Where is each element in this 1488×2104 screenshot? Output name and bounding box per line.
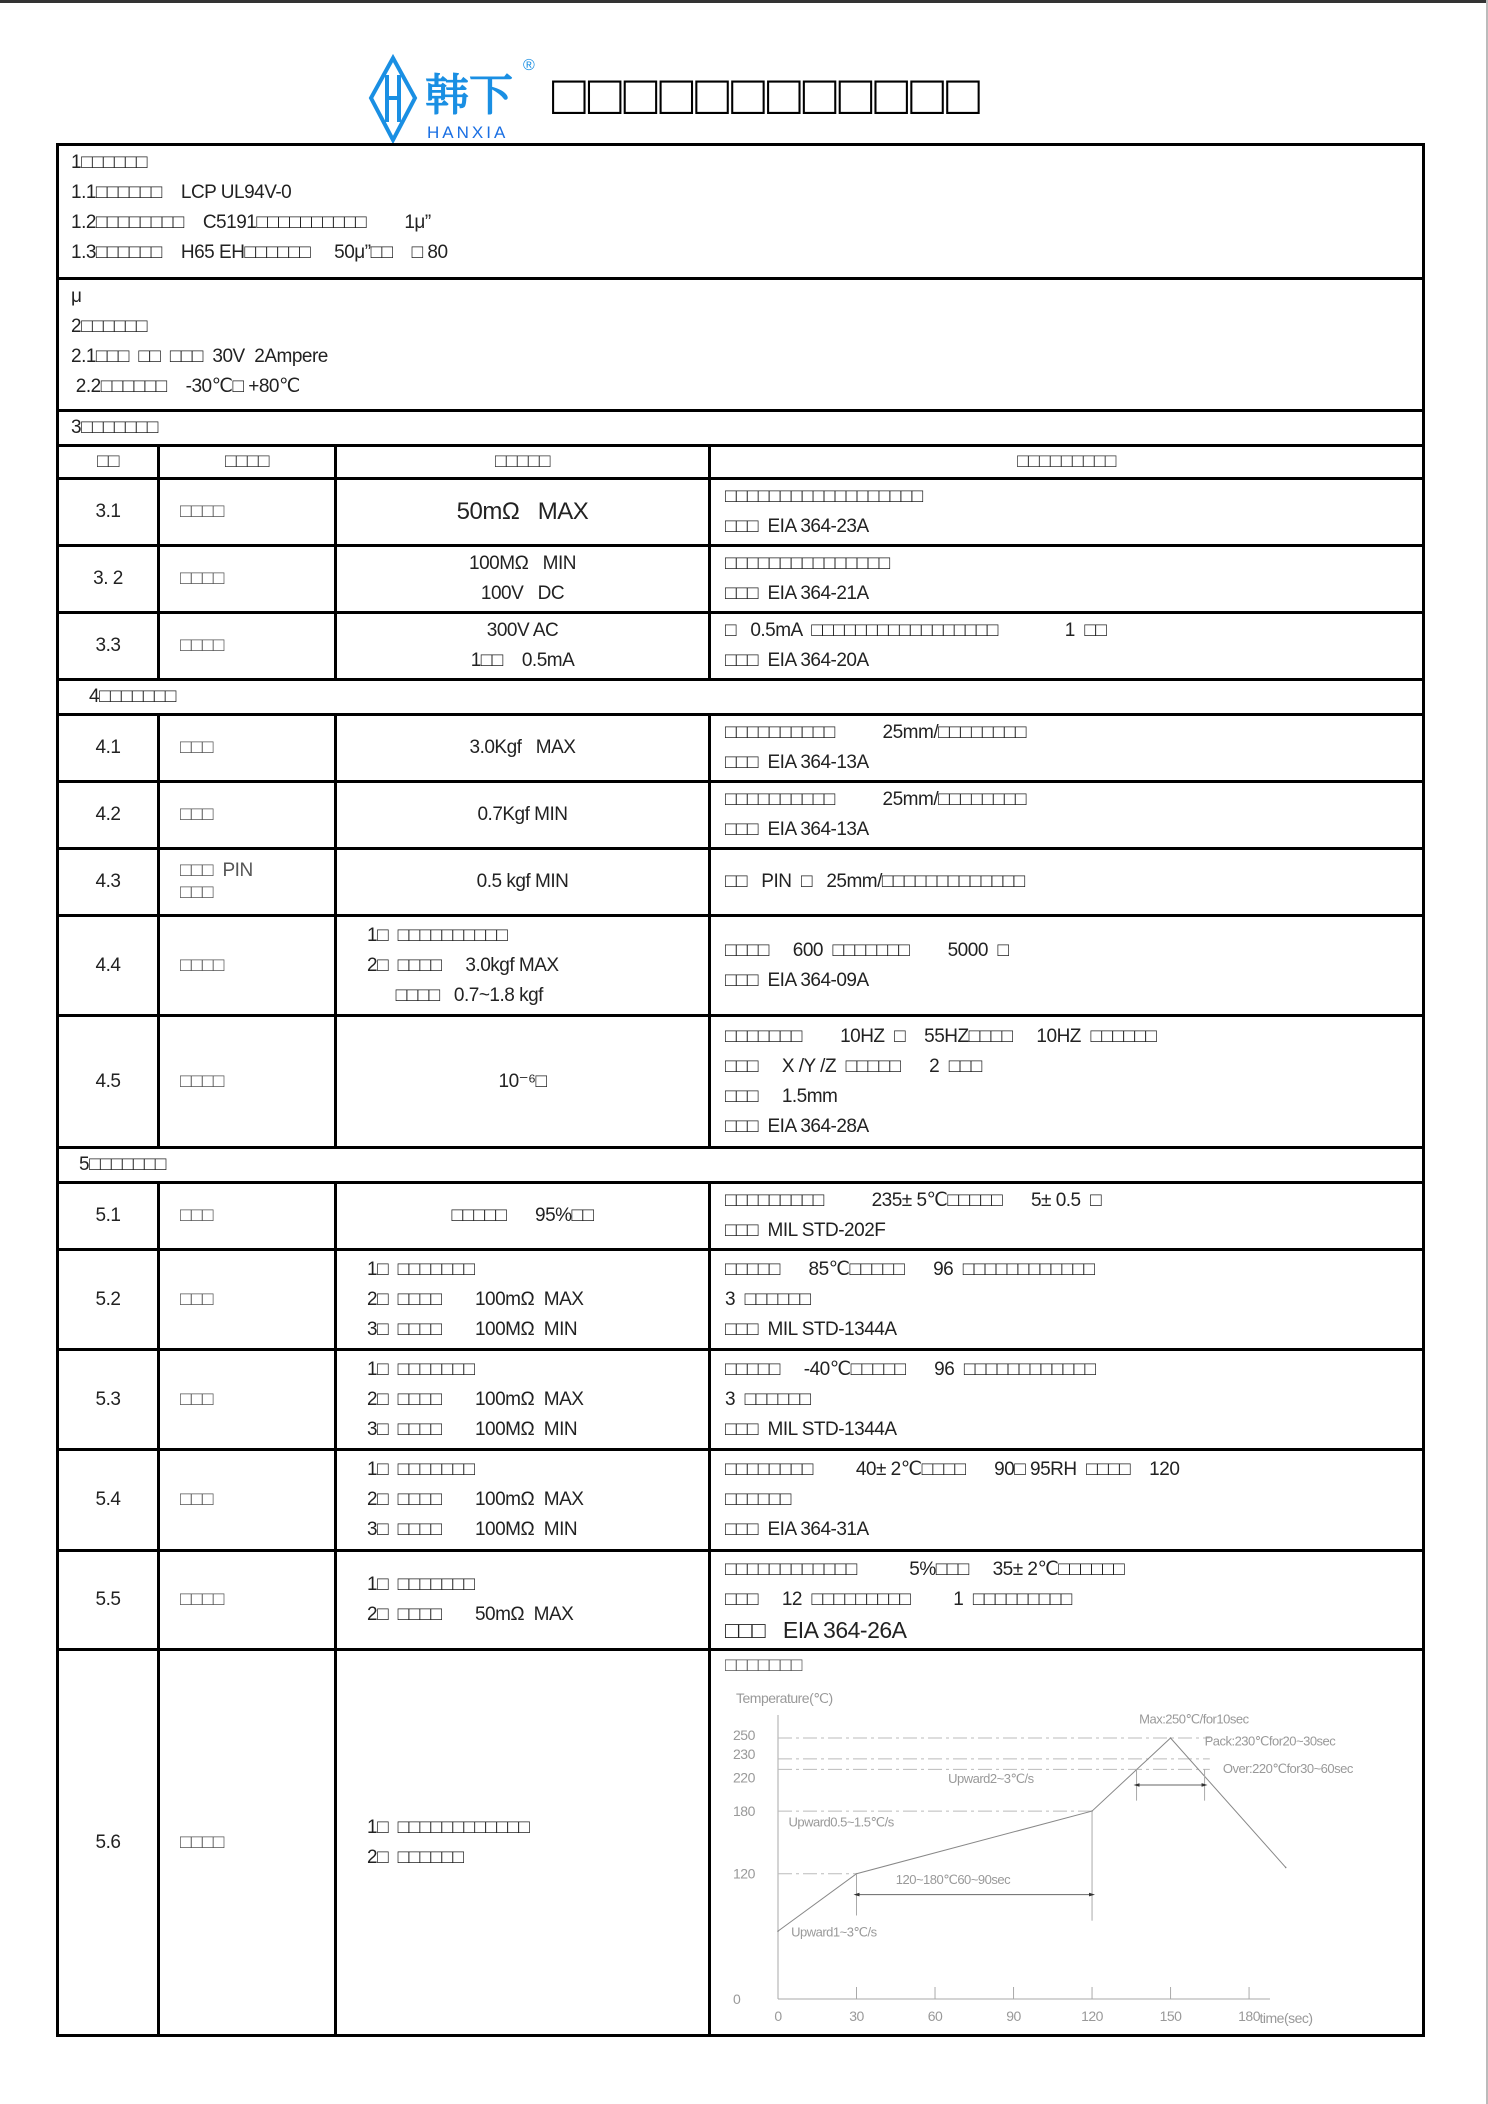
spec-line: 0.7Kgf MIN — [477, 804, 568, 825]
page-title: □□□□□□□□□□□□ — [552, 63, 982, 126]
test-item-text: □□□□ — [180, 1070, 224, 1092]
test-item — [159, 1016, 336, 1148]
spec-line: 1□ □□□□□□□□□□ — [367, 924, 508, 946]
material-line: 1.1□□□□□□ LCP UL94V-0 — [71, 182, 292, 203]
method-cell — [710, 715, 1424, 782]
method-line: □□□□□□□□□□□□□□□ — [725, 553, 890, 574]
method-line: 3 □□□□□□ — [725, 1388, 811, 1410]
method-line: □□□□□ -40℃□□□□□ 96 □□□□□□□□□□□□ — [725, 1358, 1096, 1380]
spec-line: 1□ □□□□□□□ — [367, 1574, 475, 1595]
spec-line: 1□ □□□□□□□ — [367, 1258, 475, 1280]
spec-line: □□□□□ 95%□□ — [451, 1205, 594, 1226]
spec-line: 1□ □□□□□□□□□□□□ — [367, 1816, 530, 1838]
test-number-text: 4.5 — [95, 1070, 121, 1092]
method-line: □□ PIN □ 25mm/□□□□□□□□□□□□□ — [725, 871, 1025, 892]
spec-line: 3□ □□□□ 100MΩ MIN — [367, 1519, 578, 1540]
spec-cell — [336, 849, 710, 916]
section-3-header — [58, 411, 1424, 446]
spec-line: 2□ □□□□ 100mΩ MAX — [367, 1288, 584, 1310]
test-item-text: □□□ PIN □□□ — [180, 860, 253, 903]
test-number — [58, 782, 159, 849]
material-line: 1□□□□□□ — [71, 152, 147, 173]
profile-line — [778, 1738, 1286, 1931]
hanxia-logo — [365, 50, 545, 145]
test-item-text: □□□ — [180, 804, 213, 825]
rating-line: 2.1□□□ □□ □□□ 30V 2Ampere — [71, 346, 328, 367]
table-row — [58, 715, 1424, 782]
spec-line: □□□□ 0.7~1.8 kgf — [367, 984, 543, 1006]
method-cell — [710, 1183, 1424, 1250]
method-line: □□□ EIA 364-28A — [725, 1115, 869, 1137]
spec-cell — [336, 782, 710, 849]
x-axis-label: time(sec) — [1259, 2010, 1313, 2026]
method-line: □□□ X /Y /Z □□□□□ 2 □□□ — [725, 1055, 982, 1077]
spec-cell — [336, 1350, 710, 1450]
reflow-chart-cell — [710, 1650, 1424, 2036]
col-header-no: □□ — [97, 451, 119, 472]
spec-line: 3□ □□□□ 100MΩ MIN — [367, 1318, 578, 1340]
spec-line: 2□ □□□□ 50mΩ MAX — [367, 1604, 574, 1625]
test-item-text: □□□ — [180, 1205, 213, 1226]
table-row — [58, 1016, 1424, 1148]
chart-annotation: Pack:230℃for20~30sec — [1204, 1733, 1336, 1749]
method-line: □□□ EIA 364-21A — [725, 583, 869, 604]
test-item-text: □□□□ — [180, 501, 224, 522]
spec-cell — [336, 916, 710, 1016]
material-line: 1.2□□□□□□□□ C5191□□□□□□□□□□ 1μ” — [71, 212, 431, 233]
method-line: □□□ EIA 364-13A — [725, 819, 869, 840]
spec-table — [56, 143, 1425, 2037]
test-number — [58, 715, 159, 782]
page-top-border — [0, 0, 1488, 3]
spec-line: 300V AC — [486, 620, 559, 641]
method-cell — [710, 782, 1424, 849]
test-number-text: 4.4 — [95, 954, 121, 976]
x-tick-label: 60 — [927, 2008, 943, 2024]
method-line: □□□□ 600 □□□□□□□ 5000 □ — [725, 939, 1009, 961]
x-tick-label: 0 — [774, 2008, 782, 2024]
test-number — [58, 1350, 159, 1450]
test-number-text: 5.4 — [95, 1489, 121, 1510]
method-cell — [710, 849, 1424, 916]
method-line: 3 □□□□□□ — [725, 1288, 811, 1310]
col-header-spec: □□□□□ — [495, 451, 550, 472]
spec-line: 1□ □□□□□□□ — [367, 1459, 475, 1480]
spec-cell — [336, 1183, 710, 1250]
material-line: 1.3□□□□□□ H65 EH□□□□□□ 50μ”□□ □ 80 — [71, 242, 448, 263]
table-row — [58, 613, 1424, 680]
method-line: □□□ EIA 364-20A — [725, 650, 869, 671]
table-row — [58, 916, 1424, 1016]
spec-line: 100MΩ MIN — [469, 553, 576, 574]
test-number — [58, 1250, 159, 1350]
y-tick-label: 230 — [733, 1745, 755, 1762]
method-cell — [710, 479, 1424, 546]
y-tick-label: 220 — [733, 1769, 755, 1786]
method-line: □□□□□□□□□□ 25mm/□□□□□□□□ — [725, 789, 1026, 810]
test-number — [58, 1450, 159, 1551]
chart-annotation: Upward1~3℃/s — [791, 1924, 877, 1940]
spec-cell — [336, 613, 710, 680]
table-row — [58, 1551, 1424, 1650]
test-number — [58, 1016, 159, 1148]
spec-cell — [336, 479, 710, 546]
spec-cell — [336, 1551, 710, 1650]
spec-line: 50mΩ MAX — [456, 498, 589, 525]
test-item-text: □□□ — [180, 1388, 213, 1410]
spec-line: 0.5 kgf MIN — [476, 871, 569, 892]
test-number-text: 5.1 — [95, 1205, 121, 1226]
x-tick-label: 90 — [1006, 2008, 1021, 2024]
method-cell — [710, 1250, 1424, 1350]
section4-header — [58, 680, 1424, 715]
spec-line: 1□ □□□□□□□ — [367, 1358, 475, 1380]
spec-cell — [336, 1650, 710, 2036]
y-tick-label: 0 — [733, 1991, 741, 2007]
y-tick-label: 180 — [733, 1803, 755, 1820]
spec-line: 2□ □□□□ 100mΩ MAX — [367, 1489, 584, 1510]
section-electrical-ratings — [58, 279, 1424, 411]
method-cell — [710, 1450, 1424, 1551]
spec-cell — [336, 1016, 710, 1148]
test-item-text: □□□□ — [180, 635, 224, 656]
method-cell — [710, 613, 1424, 680]
section4-title: 4□□□□□□□ — [89, 686, 176, 707]
method-line: □□□ EIA 364-31A — [725, 1519, 869, 1540]
method-line: □□□□□□□□□□□□□□□□□□ — [725, 486, 923, 507]
section5-title: 5□□□□□□□ — [79, 1154, 166, 1175]
test-item-text: □□□ — [180, 737, 213, 758]
test-item — [159, 849, 336, 916]
test-number-text: 5.6 — [95, 1831, 121, 1853]
test-number — [58, 916, 159, 1016]
method-cell — [710, 546, 1424, 613]
table-row — [58, 782, 1424, 849]
method-line: □□□ EIA 364-23A — [725, 516, 869, 537]
test-number-text: 3.1 — [95, 501, 121, 522]
chart-annotation: 120~180℃60~90sec — [895, 1872, 1011, 1888]
method-line: □□□ MIL STD-1344A — [725, 1318, 897, 1340]
spec-line: 2□ □□□□□□ — [367, 1846, 464, 1868]
method-cell — [710, 916, 1424, 1016]
reflow-profile-chart — [711, 1651, 1421, 2031]
x-tick-label: 120 — [1081, 2008, 1103, 2024]
table-row — [58, 1450, 1424, 1551]
test-item-text: □□□□ — [180, 1589, 224, 1610]
x-tick-label: 30 — [849, 2008, 864, 2024]
spec-cell — [336, 546, 710, 613]
method-line: □□□□□□□□□□□□ 5%□□□ 35± 2℃□□□□□□ — [725, 1559, 1125, 1580]
method-line: □□□ MIL STD-1344A — [725, 1418, 897, 1440]
method-line: □□□ 12 □□□□□□□□□ 1 □□□□□□□□□ — [725, 1589, 1072, 1610]
test-item-text: □□□□ — [180, 1831, 224, 1853]
test-number-text: 4.3 — [95, 871, 121, 892]
logo-text: 韩下 — [425, 70, 513, 121]
test-number-text: 5.2 — [95, 1288, 121, 1310]
x-tick-label: 180 — [1238, 2008, 1260, 2024]
chart-annotation: Max:250℃/for10sec — [1139, 1711, 1249, 1727]
method-line: □□□□□□ — [725, 1489, 791, 1510]
test-item — [159, 613, 336, 680]
test-item — [159, 715, 336, 782]
profile-point — [777, 1930, 779, 1932]
test-item-text: □□□ — [180, 1288, 213, 1310]
method-cell — [710, 1551, 1424, 1650]
test-number — [58, 1551, 159, 1650]
y-axis-label: Temperature(℃) — [736, 1690, 833, 1706]
method-line: □□□□□□□□ 40± 2℃□□□□ 90□ 95RH □□□□ 120 — [725, 1459, 1180, 1480]
registered-mark: ® — [523, 57, 535, 74]
test-item — [159, 1450, 336, 1551]
logo-subtext: HANXIA — [427, 123, 509, 142]
test-number — [58, 479, 159, 546]
column-header-row — [58, 446, 1424, 479]
test-number-text: 5.5 — [95, 1589, 121, 1610]
spec-line: 2□ □□□□ 3.0kgf MAX — [367, 954, 559, 976]
method-line: □□□ EIA 364-26A — [725, 1617, 907, 1643]
spec-cell — [336, 1250, 710, 1350]
table-row — [58, 1650, 1424, 2036]
method-line: □□□ MIL STD-202F — [725, 1220, 886, 1241]
spec-line: 3.0Kgf MAX — [469, 737, 576, 758]
spec-line: 3□ □□□□ 100MΩ MIN — [367, 1418, 578, 1440]
method-line: □□□□□□□□□ 235± 5℃□□□□□ 5± 0.5 □ — [725, 1190, 1102, 1211]
method-line: □□□□□□□□□□ 25mm/□□□□□□□□ — [725, 722, 1026, 743]
method-line: □ 0.5mA □□□□□□□□□□□□□□□□□ 1 □□ — [725, 620, 1107, 641]
test-item-text: □□□□ — [180, 954, 224, 976]
col-header-method: □□□□□□□□□ — [1017, 451, 1116, 472]
test-item-text: □□□□ — [180, 568, 224, 589]
profile-point — [1285, 1867, 1287, 1869]
method-line: □□□ EIA 364-09A — [725, 969, 869, 991]
y-tick-label: 250 — [733, 1727, 755, 1743]
method-line: □□□□□ 85℃□□□□□ 96 □□□□□□□□□□□□ — [725, 1258, 1095, 1280]
section-3-title: 3□□□□□□□ — [71, 417, 158, 438]
rating-line: 2.2□□□□□□ -30℃□ +80℃ — [71, 376, 300, 397]
test-number — [58, 1183, 159, 1250]
table-row — [58, 849, 1424, 916]
test-item — [159, 1350, 336, 1450]
y-tick-label: 120 — [733, 1865, 755, 1882]
method-line: □□□ EIA 364-13A — [725, 752, 869, 773]
col-header-item: □□□□ — [225, 451, 269, 472]
spec-cell — [336, 715, 710, 782]
spec-line: 1□□ 0.5mA — [470, 650, 575, 671]
method-line: □□□ 1.5mm — [725, 1085, 838, 1107]
chart-annotation: Upward0.5~1.5℃/s — [788, 1814, 894, 1830]
test-number-text: 4.1 — [95, 737, 121, 758]
test-number — [58, 546, 159, 613]
test-item — [159, 1650, 336, 2036]
test-item-text: □□□ — [180, 1489, 213, 1510]
test-item — [159, 546, 336, 613]
profile-point — [1170, 1737, 1172, 1739]
rating-line: 2□□□□□□ — [71, 316, 147, 337]
method-line: □□□□□□□ 10HZ □ 55HZ□□□□ 10HZ □□□□□□ — [725, 1025, 1157, 1047]
table-row — [58, 1183, 1424, 1250]
spec-line: 100V DC — [480, 583, 565, 604]
test-number-text: 3. 2 — [93, 568, 123, 589]
section-materials — [58, 145, 1424, 279]
table-row — [58, 1250, 1424, 1350]
test-number-text: 3.3 — [95, 635, 121, 656]
table-row — [58, 546, 1424, 613]
spec-line: 10⁻⁶□ — [498, 1070, 547, 1092]
test-number-text: 4.2 — [95, 804, 121, 825]
test-item — [159, 782, 336, 849]
method-cell — [710, 1350, 1424, 1450]
table-row — [58, 479, 1424, 546]
rating-line: μ — [71, 286, 82, 307]
spec-line: 2□ □□□□ 100mΩ MAX — [367, 1388, 584, 1410]
chart-annotation: Upward2~3℃/s — [948, 1770, 1034, 1786]
test-number — [58, 613, 159, 680]
section5-header — [58, 1148, 1424, 1183]
test-item — [159, 1250, 336, 1350]
test-item — [159, 479, 336, 546]
chart-caption: □□□□□□□ — [725, 1655, 802, 1676]
test-item — [159, 1183, 336, 1250]
table-row — [58, 1350, 1424, 1450]
spec-cell — [336, 1450, 710, 1551]
test-item — [159, 916, 336, 1016]
test-number — [58, 849, 159, 916]
test-item — [159, 1551, 336, 1650]
test-number — [58, 1650, 159, 2036]
test-number-text: 5.3 — [95, 1388, 121, 1410]
chart-annotation: Over:220℃for30~60sec — [1222, 1761, 1353, 1777]
method-cell — [710, 1016, 1424, 1148]
x-tick-label: 150 — [1159, 2008, 1182, 2024]
